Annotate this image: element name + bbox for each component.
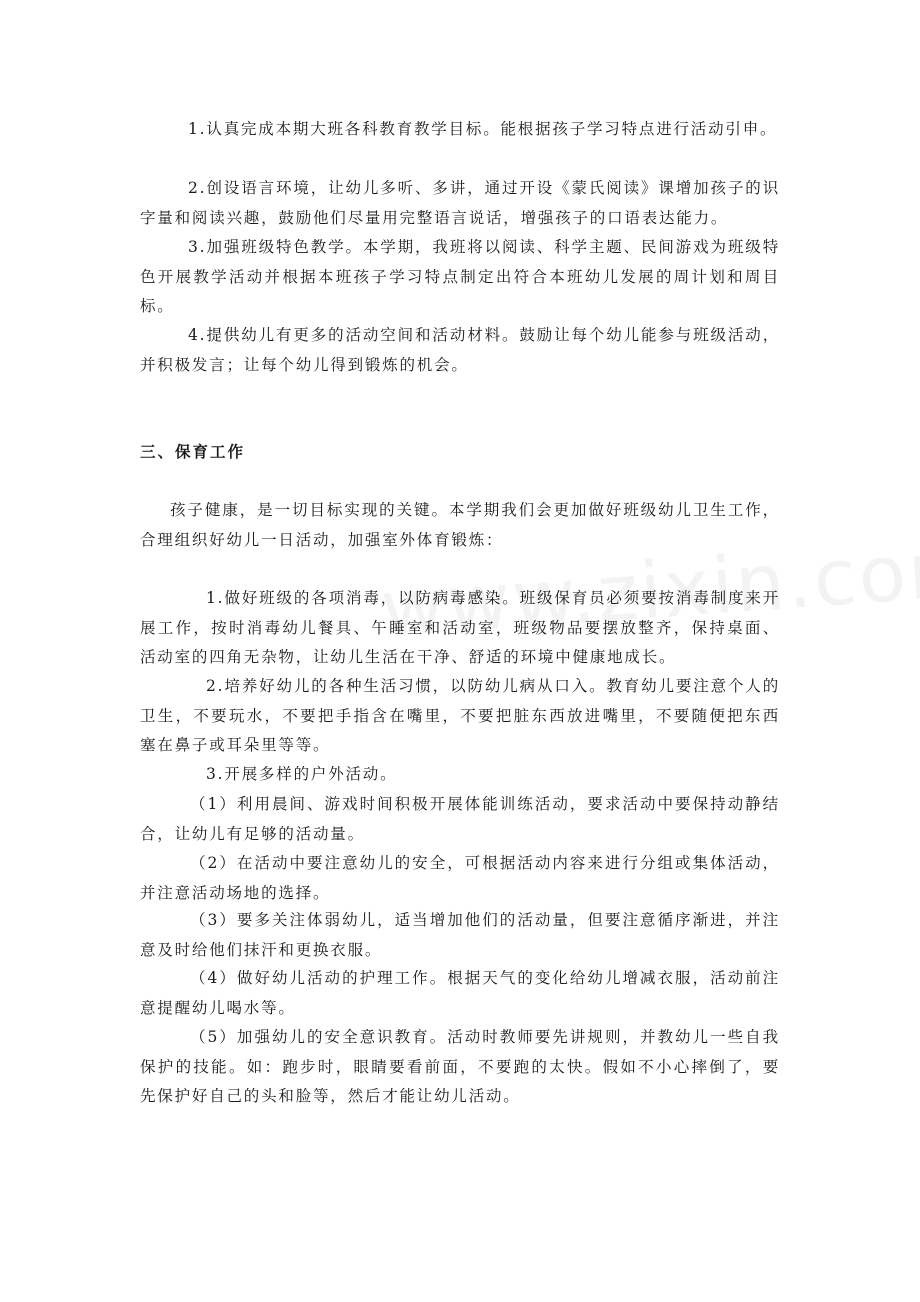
care-sub-item-1: （1）利用晨间、游戏时间积极开展体能训练活动，要求活动中要保持动静结合，让幼儿有足够的活动量。	[140, 795, 780, 843]
section-two-item-4: 4.提供幼儿有更多的活动空间和活动材料。鼓励让每个幼儿能参与班级活动，并积极发言；让每个幼儿得到锻炼的机会。	[140, 326, 780, 374]
care-sub-item-3: （3）要多关注体弱幼儿，适当增加他们的活动量，但要注意循序渐进，并注意及时给他们抹汗和更换衣服。	[140, 911, 780, 959]
care-item-2: 2.培养好幼儿的各种生活习惯，以防幼儿病从口入。教育幼儿要注意个人的卫生，不要玩水，不要把手指含在嘴里，不要把脏东西放进嘴里，不要随便把东西塞在鼻子或耳朵里等等。	[140, 677, 780, 754]
care-item-1: 1.做好班级的各项消毒，以防病毒感染。班级保育员必须要按消毒制度来开展工作，按时消毒幼儿餐具、午睡室和活动室，班级物品要摆放整齐，保持桌面、活动室的四角无杂物，让幼儿生活在干净、舒适的环境中健康地成长。	[140, 589, 780, 666]
care-sub-item-4: （4）做好幼儿活动的护理工作。根据天气的变化给幼儿增减衣服，活动前注意提醒幼儿喝水等。	[140, 969, 780, 1017]
care-sub-item-5: （5）加强幼儿的安全意识教育。活动时教师要先讲规则，并教幼儿一些自我保护的技能。如：跑步时，眼睛要看前面，不要跑的太快。假如不小心摔倒了，要先保护好自己的头和脸等，然后才能让幼儿活动。	[140, 1028, 780, 1105]
care-sub-item-2: （2）在活动中要注意幼儿的安全，可根据活动内容来进行分组或集体活动，并注意活动场地的选择。	[140, 854, 780, 902]
section-two-item-3: 3.加强班级特色教学。本学期，我班将以阅读、科学主题、民间游戏为班级特色开展教学活动并根据本班孩子学习特点制定出符合本班幼儿发展的周计划和周目标。	[140, 238, 780, 315]
section-two-item-1: 1.认真完成本期大班各科教育教学目标。能根据孩子学习特点进行活动引申。	[188, 120, 778, 138]
care-item-3: 3.开展多样的户外活动。	[206, 765, 398, 783]
section-two-item-2: 2.创设语言环境，让幼儿多听、多讲，通过开设《蒙氏阅读》课增加孩子的识字量和阅读兴趣，鼓励他们尽量用完整语言说话，增强孩子的口语表达能力。	[140, 179, 780, 227]
section-three-intro: 孩子健康，是一切目标实现的关键。本学期我们会更加做好班级幼儿卫生工作，合理组织好幼儿一日活动，加强室外体育锻炼：	[140, 501, 780, 549]
section-three-heading: 三、保育工作	[140, 443, 246, 461]
